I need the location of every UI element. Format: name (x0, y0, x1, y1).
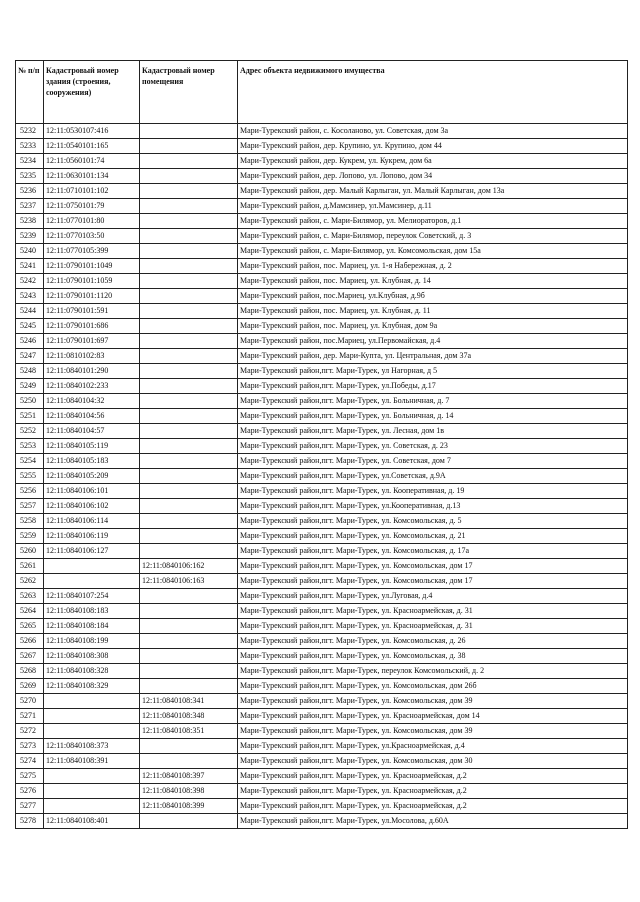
building-cadastral-cell: 12:11:0840107:254 (44, 589, 140, 604)
premises-cadastral-cell (140, 379, 238, 394)
row-index: 5243 (16, 289, 44, 304)
premises-cadastral-cell (140, 124, 238, 139)
row-index: 5258 (16, 514, 44, 529)
address-cell: Мари-Турекский район,пгт. Мари-Турек, ул. Красноармейская, д. 31 (238, 619, 628, 634)
row-index: 5245 (16, 319, 44, 334)
premises-cadastral-cell (140, 139, 238, 154)
row-index: 5256 (16, 484, 44, 499)
building-cadastral-cell: 12:11:0770103:50 (44, 229, 140, 244)
building-cadastral-cell: 12:11:0840108:329 (44, 679, 140, 694)
building-cadastral-cell (44, 799, 140, 814)
row-index: 5239 (16, 229, 44, 244)
table-row (16, 694, 628, 709)
premises-cadastral-cell (140, 304, 238, 319)
premises-cadastral-cell (140, 274, 238, 289)
building-cadastral-cell: 12:11:0630101:134 (44, 169, 140, 184)
address-cell: Мари-Турекский район,пгт. Мари-Турек, ул. Комсомольская, дом 26б (238, 679, 628, 694)
row-index: 5277 (16, 799, 44, 814)
row-index: 5241 (16, 259, 44, 274)
table-row (16, 544, 628, 559)
row-index: 5278 (16, 814, 44, 829)
row-index: 5267 (16, 649, 44, 664)
row-index: 5276 (16, 784, 44, 799)
premises-cadastral-cell (140, 154, 238, 169)
address-cell: Мари-Турекский район,пгт. Мари-Турек, ул.Луговая, д.4 (238, 589, 628, 604)
table-row (16, 364, 628, 379)
table-row (16, 649, 628, 664)
table-row (16, 514, 628, 529)
table-row (16, 589, 628, 604)
row-index: 5275 (16, 769, 44, 784)
premises-cadastral-cell (140, 229, 238, 244)
table-row (16, 229, 628, 244)
building-cadastral-cell: 12:11:0840104:57 (44, 424, 140, 439)
address-cell: Мари-Турекский район,пгт. Мари-Турек, ул. Комсомольская, д. 38 (238, 649, 628, 664)
row-index: 5253 (16, 439, 44, 454)
building-cadastral-cell: 12:11:0840106:102 (44, 499, 140, 514)
table-row (16, 814, 628, 829)
row-index: 5266 (16, 634, 44, 649)
premises-cadastral-cell: 12:11:0840106:163 (140, 574, 238, 589)
building-cadastral-cell: 12:11:0790101:1059 (44, 274, 140, 289)
table-row (16, 709, 628, 724)
row-index: 5238 (16, 214, 44, 229)
premises-cadastral-cell (140, 184, 238, 199)
premises-cadastral-cell: 12:11:0840108:399 (140, 799, 238, 814)
header-building-cadastral: Кадастровый номер здания (строения, сооружения) (44, 61, 140, 124)
table-row (16, 379, 628, 394)
address-cell: Мари-Турекский район,пгт. Мари-Турек, ул. Комсомольская, дом 17 (238, 559, 628, 574)
address-cell: Мари-Турекский район, пос. Мариец, ул. Клубная, дом 9а (238, 319, 628, 334)
table-row (16, 724, 628, 739)
premises-cadastral-cell (140, 529, 238, 544)
table-row (16, 769, 628, 784)
address-cell: Мари-Турекский район, пос. Мариец, ул. Клубная, д. 14 (238, 274, 628, 289)
building-cadastral-cell: 12:11:0840108:308 (44, 649, 140, 664)
building-cadastral-cell: 12:11:0840106:114 (44, 514, 140, 529)
building-cadastral-cell: 12:11:0840108:401 (44, 814, 140, 829)
building-cadastral-cell: 12:11:0840108:373 (44, 739, 140, 754)
premises-cadastral-cell: 12:11:0840108:341 (140, 694, 238, 709)
table-row (16, 799, 628, 814)
premises-cadastral-cell (140, 364, 238, 379)
row-index: 5265 (16, 619, 44, 634)
table-row (16, 529, 628, 544)
row-index: 5251 (16, 409, 44, 424)
row-index: 5260 (16, 544, 44, 559)
building-cadastral-cell: 12:11:0790101:686 (44, 319, 140, 334)
row-index: 5274 (16, 754, 44, 769)
address-cell: Мари-Турекский район, дер. Крупино, ул. Крупино, дом 44 (238, 139, 628, 154)
table-row (16, 394, 628, 409)
row-index: 5235 (16, 169, 44, 184)
building-cadastral-cell: 12:11:0840104:32 (44, 394, 140, 409)
table-row (16, 289, 628, 304)
table-row (16, 169, 628, 184)
building-cadastral-cell: 12:11:0840108:184 (44, 619, 140, 634)
building-cadastral-cell: 12:11:0840108:391 (44, 754, 140, 769)
table-body (16, 124, 628, 829)
table-row (16, 634, 628, 649)
premises-cadastral-cell (140, 589, 238, 604)
building-cadastral-cell (44, 769, 140, 784)
table-row (16, 244, 628, 259)
premises-cadastral-cell (140, 739, 238, 754)
table-row (16, 559, 628, 574)
building-cadastral-cell (44, 694, 140, 709)
table-row (16, 439, 628, 454)
building-cadastral-cell: 12:11:0840101:290 (44, 364, 140, 379)
table-row (16, 184, 628, 199)
table-row (16, 154, 628, 169)
premises-cadastral-cell (140, 634, 238, 649)
row-index: 5262 (16, 574, 44, 589)
table-row (16, 124, 628, 139)
table-row (16, 334, 628, 349)
address-cell: Мари-Турекский район,пгт. Мари-Турек, ул. Комсомольская, д. 5 (238, 514, 628, 529)
premises-cadastral-cell (140, 409, 238, 424)
header-index: № п/п (16, 61, 44, 124)
building-cadastral-cell: 12:11:0810102:83 (44, 349, 140, 364)
table-row (16, 784, 628, 799)
building-cadastral-cell (44, 559, 140, 574)
table-row (16, 259, 628, 274)
table-row (16, 199, 628, 214)
premises-cadastral-cell (140, 649, 238, 664)
address-cell: Мари-Турекский район,пгт. Мари-Турек, ул. Комсомольская, д. 17а (238, 544, 628, 559)
table-header (16, 61, 628, 124)
table-row (16, 484, 628, 499)
table-row (16, 274, 628, 289)
row-index: 5252 (16, 424, 44, 439)
address-cell: Мари-Турекский район,пгт. Мари-Турек, ул. Советская, д. 23 (238, 439, 628, 454)
row-index: 5255 (16, 469, 44, 484)
premises-cadastral-cell (140, 544, 238, 559)
address-cell: Мари-Турекский район, дер. Лопово, ул. Лопово, дом 34 (238, 169, 628, 184)
table-row (16, 664, 628, 679)
address-cell: Мари-Турекский район, пос.Мариец, ул.Клубная, д.9б (238, 289, 628, 304)
premises-cadastral-cell (140, 349, 238, 364)
address-cell: Мари-Турекский район, дер. Мари-Купта, ул. Центральная, дом 37а (238, 349, 628, 364)
row-index: 5273 (16, 739, 44, 754)
address-cell: Мари-Турекский район, дер. Кукрем, ул. Кукрем, дом 6а (238, 154, 628, 169)
address-cell: Мари-Турекский район,пгт. Мари-Турек, ул. Комсомольская, дом 39 (238, 694, 628, 709)
row-index: 5233 (16, 139, 44, 154)
premises-cadastral-cell: 12:11:0840108:351 (140, 724, 238, 739)
building-cadastral-cell (44, 709, 140, 724)
premises-cadastral-cell: 12:11:0840108:398 (140, 784, 238, 799)
building-cadastral-cell: 12:11:0560101:74 (44, 154, 140, 169)
building-cadastral-cell: 12:11:0840108:183 (44, 604, 140, 619)
building-cadastral-cell (44, 784, 140, 799)
address-cell: Мари-Турекский район,пгт. Мари-Турек, переулок Комсомольский, д. 2 (238, 664, 628, 679)
table-row (16, 304, 628, 319)
address-cell: Мари-Турекский район,пгт. Мари-Турек, ул.Советская, д.9А (238, 469, 628, 484)
building-cadastral-cell: 12:11:0840108:199 (44, 634, 140, 649)
row-index: 5270 (16, 694, 44, 709)
building-cadastral-cell: 12:11:0840105:209 (44, 469, 140, 484)
premises-cadastral-cell (140, 499, 238, 514)
building-cadastral-cell: 12:11:0840104:56 (44, 409, 140, 424)
building-cadastral-cell: 12:11:0790101:1120 (44, 289, 140, 304)
address-cell: Мари-Турекский район,пгт. Мари-Турек, ул. Красноармейская, дом 14 (238, 709, 628, 724)
row-index: 5257 (16, 499, 44, 514)
row-index: 5254 (16, 454, 44, 469)
table-row (16, 424, 628, 439)
address-cell: Мари-Турекский район,пгт. Мари-Турек, ул.Мосолова, д.60А (238, 814, 628, 829)
row-index: 5248 (16, 364, 44, 379)
premises-cadastral-cell (140, 469, 238, 484)
building-cadastral-cell (44, 574, 140, 589)
address-cell: Мари-Турекский район, с. Мари-Билямор, ул. Комсомольская, дом 15а (238, 244, 628, 259)
row-index: 5261 (16, 559, 44, 574)
address-cell: Мари-Турекский район,пгт. Мари-Турек, ул. Комсомольская, дом 39 (238, 724, 628, 739)
premises-cadastral-cell (140, 169, 238, 184)
header-premises-cadastral: Кадастровый номер помещения (140, 61, 238, 124)
row-index: 5268 (16, 664, 44, 679)
premises-cadastral-cell (140, 319, 238, 334)
building-cadastral-cell: 12:11:0770101:80 (44, 214, 140, 229)
building-cadastral-cell: 12:11:0840102:233 (44, 379, 140, 394)
building-cadastral-cell: 12:11:0790101:1049 (44, 259, 140, 274)
address-cell: Мари-Турекский район, с. Косоланово, ул. Советская, дом 3а (238, 124, 628, 139)
row-index: 5240 (16, 244, 44, 259)
address-cell: Мари-Турекский район,пгт. Мари-Турек, ул. Советская, дом 7 (238, 454, 628, 469)
table-row (16, 754, 628, 769)
premises-cadastral-cell (140, 814, 238, 829)
row-index: 5234 (16, 154, 44, 169)
address-cell: Мари-Турекский район,пгт. Мари-Турек, ул. Кооперативная, д. 19 (238, 484, 628, 499)
premises-cadastral-cell (140, 199, 238, 214)
address-cell: Мари-Турекский район,пгт. Мари-Турек, ул. Комсомольская, дом 30 (238, 754, 628, 769)
premises-cadastral-cell (140, 679, 238, 694)
address-cell: Мари-Турекский район,пгт. Мари-Турек, ул. Комсомольская, дом 17 (238, 574, 628, 589)
address-cell: Мари-Турекский район, пос. Мариец, ул. Клубная, д. 11 (238, 304, 628, 319)
building-cadastral-cell: 12:11:0530107:416 (44, 124, 140, 139)
address-cell: Мари-Турекский район,пгт. Мари-Турек, ул. Красноармейская, д.2 (238, 799, 628, 814)
address-cell: Мари-Турекский район, пос.Мариец, ул.Первомайская, д.4 (238, 334, 628, 349)
premises-cadastral-cell (140, 424, 238, 439)
table-row (16, 139, 628, 154)
table-row (16, 214, 628, 229)
building-cadastral-cell (44, 724, 140, 739)
building-cadastral-cell: 12:11:0840105:183 (44, 454, 140, 469)
building-cadastral-cell: 12:11:0750101:79 (44, 199, 140, 214)
building-cadastral-cell: 12:11:0790101:591 (44, 304, 140, 319)
address-cell: Мари-Турекский район,пгт. Мари-Турек, ул. Комсомольская, д. 21 (238, 529, 628, 544)
row-index: 5242 (16, 274, 44, 289)
premises-cadastral-cell (140, 334, 238, 349)
table-row (16, 739, 628, 754)
premises-cadastral-cell: 12:11:0840106:162 (140, 559, 238, 574)
row-index: 5236 (16, 184, 44, 199)
premises-cadastral-cell (140, 754, 238, 769)
row-index: 5247 (16, 349, 44, 364)
table-row (16, 574, 628, 589)
row-index: 5269 (16, 679, 44, 694)
row-index: 5246 (16, 334, 44, 349)
table-row (16, 349, 628, 364)
header-address: Адрес объекта недвижимого имущества (238, 61, 628, 124)
address-cell: Мари-Турекский район,пгт. Мари-Турек, ул. Красноармейская, д.2 (238, 784, 628, 799)
building-cadastral-cell: 12:11:0840108:328 (44, 664, 140, 679)
document-page (15, 60, 627, 829)
row-index: 5250 (16, 394, 44, 409)
premises-cadastral-cell (140, 664, 238, 679)
table-row (16, 319, 628, 334)
row-index: 5264 (16, 604, 44, 619)
address-cell: Мари-Турекский район, д.Мамсинер, ул.Мамсинер, д.11 (238, 199, 628, 214)
address-cell: Мари-Турекский район,пгт. Мари-Турек, ул. Больничная, д. 7 (238, 394, 628, 409)
premises-cadastral-cell: 12:11:0840108:397 (140, 769, 238, 784)
premises-cadastral-cell (140, 394, 238, 409)
building-cadastral-cell: 12:11:0770105:399 (44, 244, 140, 259)
table-row (16, 604, 628, 619)
row-index: 5237 (16, 199, 44, 214)
row-index: 5259 (16, 529, 44, 544)
table-row (16, 679, 628, 694)
building-cadastral-cell: 12:11:0540101:165 (44, 139, 140, 154)
premises-cadastral-cell (140, 604, 238, 619)
premises-cadastral-cell (140, 514, 238, 529)
building-cadastral-cell: 12:11:0710101:102 (44, 184, 140, 199)
building-cadastral-cell: 12:11:0790101:697 (44, 334, 140, 349)
premises-cadastral-cell (140, 214, 238, 229)
table-row (16, 454, 628, 469)
table-row (16, 619, 628, 634)
address-cell: Мари-Турекский район,пгт. Мари-Турек, ул Нагорная, д 5 (238, 364, 628, 379)
building-cadastral-cell: 12:11:0840106:127 (44, 544, 140, 559)
row-index: 5244 (16, 304, 44, 319)
table-row (16, 409, 628, 424)
address-cell: Мари-Турекский район,пгт. Мари-Турек, ул. Комсомольская, д. 26 (238, 634, 628, 649)
address-cell: Мари-Турекский район, с. Мари-Билямор, переулок Советский, д. 3 (238, 229, 628, 244)
address-cell: Мари-Турекский район, дер. Малый Карлыган, ул. Малый Карлыган, дом 13а (238, 184, 628, 199)
premises-cadastral-cell (140, 244, 238, 259)
row-index: 5271 (16, 709, 44, 724)
row-index: 5232 (16, 124, 44, 139)
premises-cadastral-cell (140, 454, 238, 469)
row-index: 5249 (16, 379, 44, 394)
address-cell: Мари-Турекский район, пос. Мариец, ул. 1-я Набережная, д. 2 (238, 259, 628, 274)
address-cell: Мари-Турекский район,пгт. Мари-Турек, ул.Красноармейская, д.4 (238, 739, 628, 754)
premises-cadastral-cell (140, 289, 238, 304)
premises-cadastral-cell: 12:11:0840108:348 (140, 709, 238, 724)
premises-cadastral-cell (140, 484, 238, 499)
address-cell: Мари-Турекский район,пгт. Мари-Турек, ул. Лесная, дом 1в (238, 424, 628, 439)
premises-cadastral-cell (140, 619, 238, 634)
address-cell: Мари-Турекский район,пгт. Мари-Турек, ул. Красноармейская, д. 31 (238, 604, 628, 619)
table-row (16, 469, 628, 484)
premises-cadastral-cell (140, 439, 238, 454)
property-table (15, 60, 628, 829)
address-cell: Мари-Турекский район,пгт. Мари-Турек, ул.Победы, д.17 (238, 379, 628, 394)
address-cell: Мари-Турекский район,пгт. Мари-Турек, ул.Кооперативная, д.13 (238, 499, 628, 514)
building-cadastral-cell: 12:11:0840106:101 (44, 484, 140, 499)
address-cell: Мари-Турекский район,пгт. Мари-Турек, ул. Больничная, д. 14 (238, 409, 628, 424)
address-cell: Мари-Турекский район, с. Мари-Билямор, ул. Мелиораторов, д.1 (238, 214, 628, 229)
address-cell: Мари-Турекский район,пгт. Мари-Турек, ул. Красноармейская, д.2 (238, 769, 628, 784)
building-cadastral-cell: 12:11:0840106:119 (44, 529, 140, 544)
premises-cadastral-cell (140, 259, 238, 274)
table-row (16, 499, 628, 514)
row-index: 5272 (16, 724, 44, 739)
building-cadastral-cell: 12:11:0840105:119 (44, 439, 140, 454)
row-index: 5263 (16, 589, 44, 604)
